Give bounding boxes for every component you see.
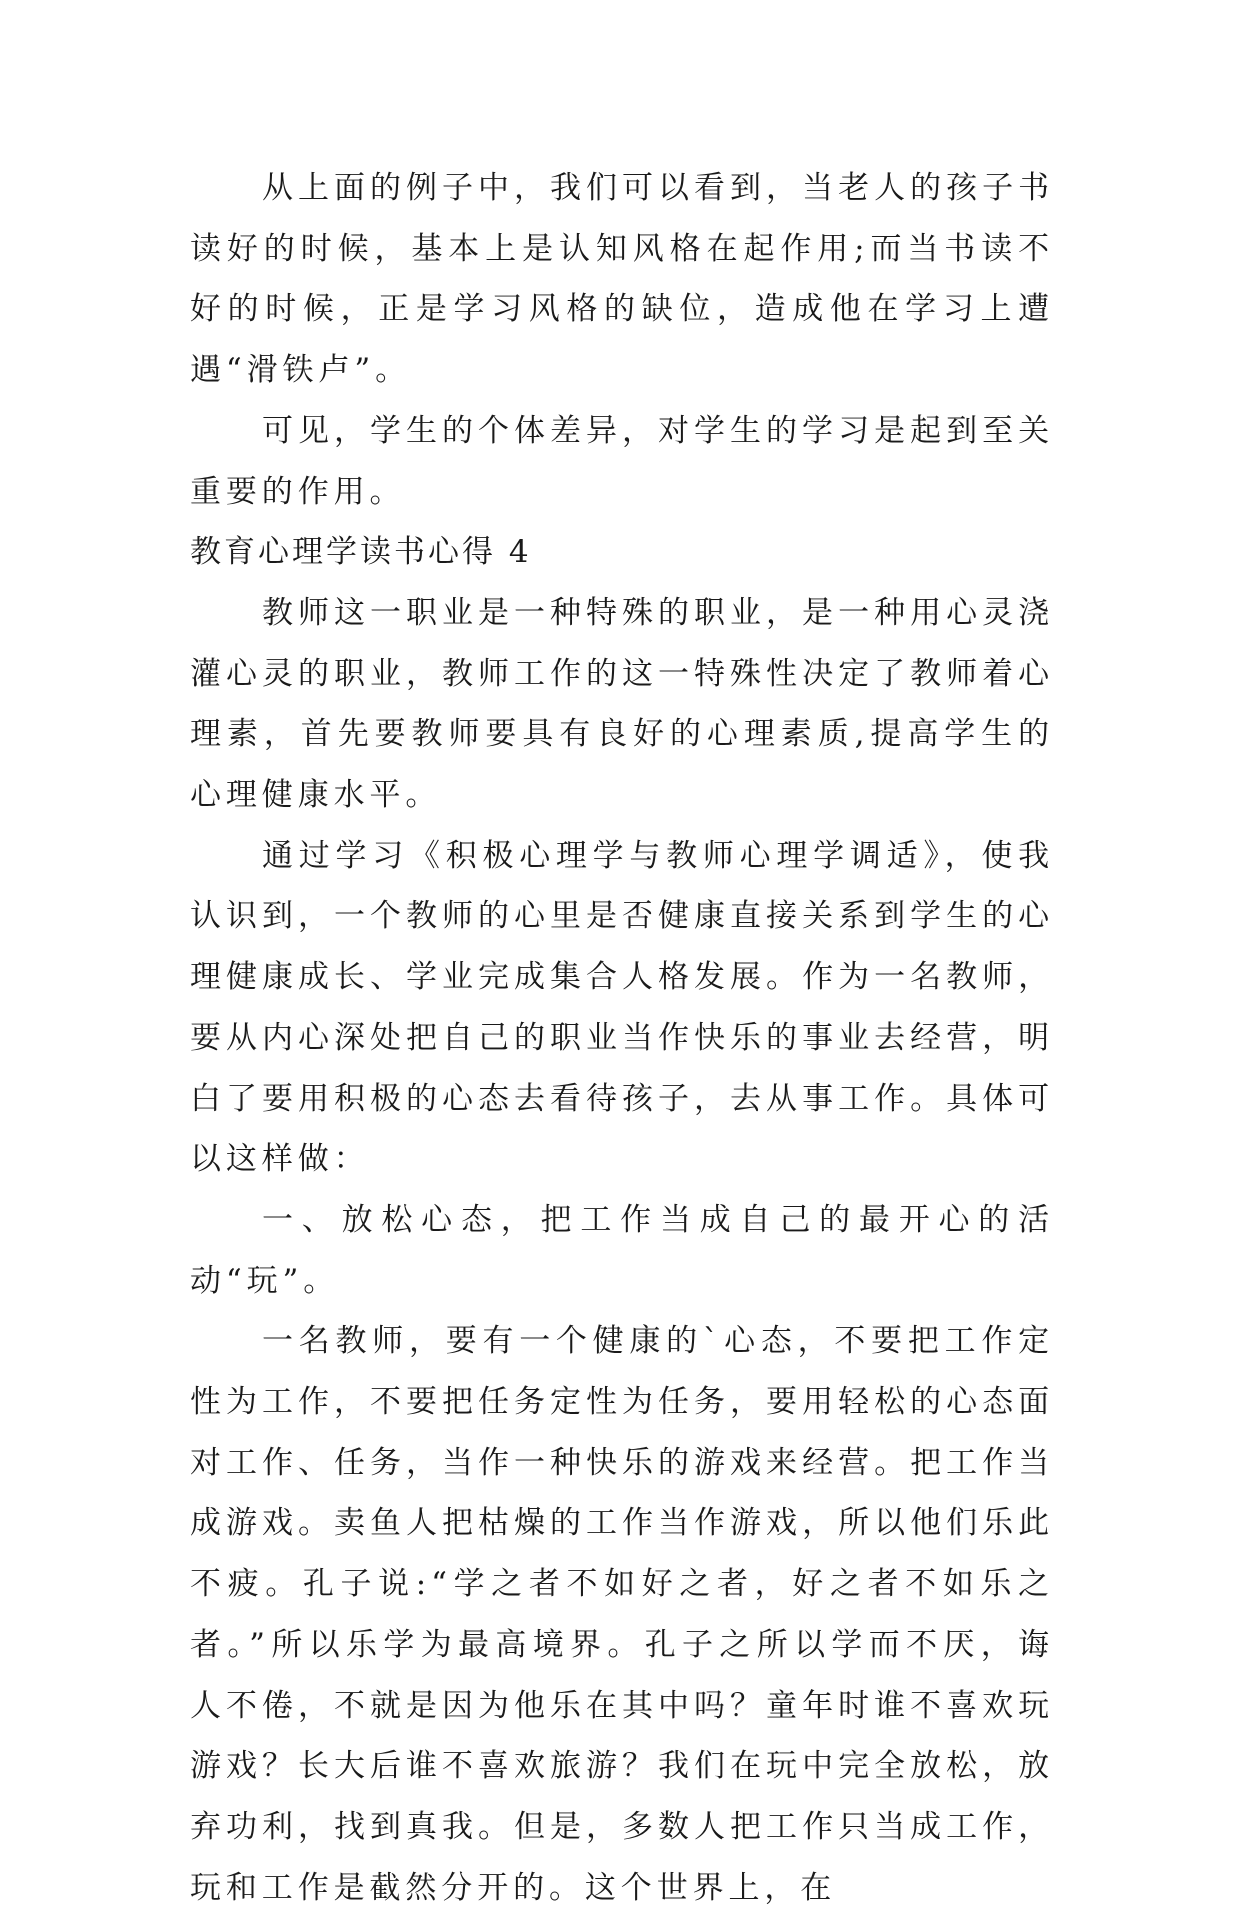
paragraph: 一名教师，要有一个健康的`心态，不要把工作定性为工作，不要把任务定性为任务，要用轻松的心态面对工作、任务，当作一种快乐的游戏来经营。把工作当成游戏。卖鱼人把枯燥的工作当作游戏，所以他们乐此不疲。孔子说:“学之者不如好之者，好之者不如乐之者。”所以乐学为最高境界。孔子之所以学而不厌，诲人不倦，不就是因为他乐在其中吗？童年时谁不喜欢玩游戏？长大后谁不喜欢旅游？我们在玩中完全放松，放弃功利，找到真我。但是，多数人把工作只当成工作，玩和工作是截然分开的。这个世界上，在 — [190, 1323, 1054, 1906]
document-body — [190, 158, 1054, 1918]
section-heading: 教育心理学读书心得 4 — [190, 534, 532, 571]
paragraph: 从上面的例子中，我们可以看到，当老人的孩子书读好的时候，基本上是认知风格在起作用;而当书读不好的时候，正是学习风格的缺位，造成他在学习上遭遇“滑铁卢”。 — [190, 170, 1054, 389]
paragraph: 一、放松心态，把工作当成自己的最开心的活动“玩”。 — [190, 1201, 1054, 1299]
paragraph: 通过学习《积极心理学与教师心理学调适》，使我认识到，一个教师的心里是否健康直接关系到学生的心理健康成长、学业完成集合人格发展。作为一名教师，要从内心深处把自己的职业当作快乐的事业去经营，明白了要用积极的心态去看待孩子，去从事工作。具体可以这样做： — [190, 837, 1054, 1178]
paragraph: 可见，学生的个体差异，对学生的学习是起到至关重要的作用。 — [190, 412, 1054, 510]
paragraph: 教师这一职业是一种特殊的职业，是一种用心灵浇灌心灵的职业，教师工作的这一特殊性决定了教师着心理素，首先要教师要具有良好的心理素质,提高学生的心理健康水平。 — [190, 594, 1054, 814]
